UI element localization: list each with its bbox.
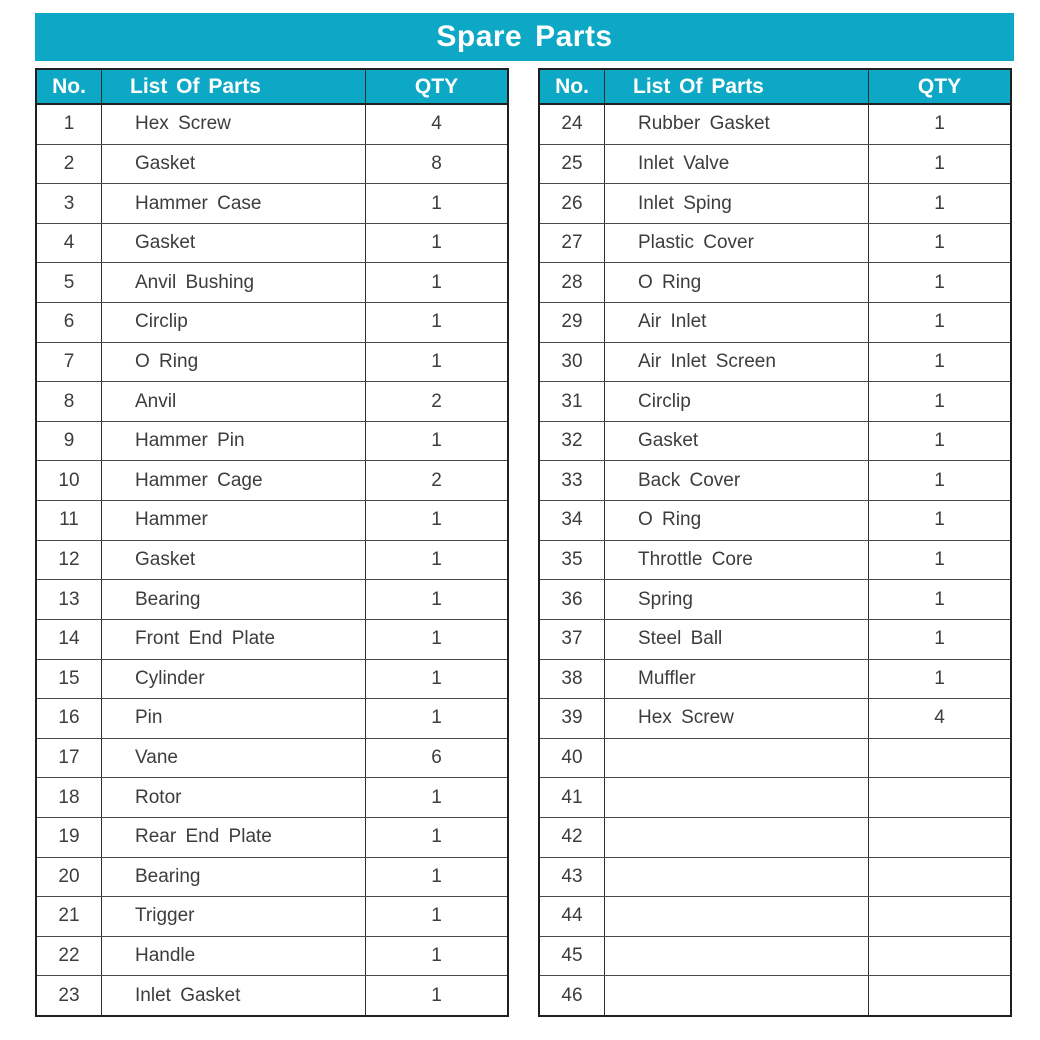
cell-part-name: Rear End Plate xyxy=(102,818,366,857)
cell-qty: 1 xyxy=(431,707,442,729)
cell-part-name xyxy=(605,818,869,857)
table-row xyxy=(540,342,1010,382)
table-row xyxy=(37,579,507,619)
cell-part-name: Rubber Gasket xyxy=(605,105,869,144)
table-row xyxy=(37,144,507,184)
cell-part-name: Gasket xyxy=(102,224,366,263)
cell-qty: 2 xyxy=(431,390,442,412)
table-row xyxy=(37,659,507,699)
table-row xyxy=(37,183,507,223)
cell-no: 14 xyxy=(37,620,102,659)
cell-qty: 1 xyxy=(934,390,945,412)
cell-qty xyxy=(869,937,1010,976)
table-row xyxy=(37,460,507,500)
cell-part-name: Anvil Bushing xyxy=(102,263,366,302)
cell-qty xyxy=(869,976,1010,1015)
cell-no: 12 xyxy=(37,541,102,580)
cell-qty: 1 xyxy=(934,588,945,610)
cell-qty: 1 xyxy=(934,350,945,372)
cell-no: 18 xyxy=(37,778,102,817)
cell-no: 36 xyxy=(540,580,605,619)
cell-no: 24 xyxy=(540,105,605,144)
cell-part-name: Inlet Sping xyxy=(605,184,869,223)
table-row xyxy=(37,817,507,857)
table-row xyxy=(540,896,1010,936)
cell-part-name: Hammer xyxy=(102,501,366,540)
cell-no: 6 xyxy=(37,303,102,342)
table-row xyxy=(37,421,507,461)
cell-part-name: Handle xyxy=(102,937,366,976)
table-row xyxy=(37,262,507,302)
cell-qty: 1 xyxy=(934,311,945,333)
cell-part-name: Rotor xyxy=(102,778,366,817)
table-row xyxy=(37,936,507,976)
cell-part-name: Circlip xyxy=(102,303,366,342)
table-row xyxy=(540,698,1010,738)
table-row xyxy=(540,936,1010,976)
cell-part-name: Gasket xyxy=(102,145,366,184)
cell-qty: 1 xyxy=(431,430,442,452)
cell-part-name: Gasket xyxy=(605,422,869,461)
cell-no: 28 xyxy=(540,263,605,302)
cell-no: 30 xyxy=(540,343,605,382)
table-row xyxy=(540,262,1010,302)
table-row xyxy=(540,579,1010,619)
cell-part-name: Pin xyxy=(102,699,366,738)
cell-qty xyxy=(869,897,1010,936)
cell-no: 35 xyxy=(540,541,605,580)
cell-part-name xyxy=(605,778,869,817)
cell-no: 32 xyxy=(540,422,605,461)
cell-no: 21 xyxy=(37,897,102,936)
page-title: Spare Parts xyxy=(436,20,613,53)
cell-part-name: Spring xyxy=(605,580,869,619)
cell-no: 17 xyxy=(37,739,102,778)
cell-no: 11 xyxy=(37,501,102,540)
cell-qty xyxy=(869,739,1010,778)
cell-no: 8 xyxy=(37,382,102,421)
cell-part-name: Air Inlet xyxy=(605,303,869,342)
cell-qty: 1 xyxy=(431,350,442,372)
cell-qty xyxy=(869,858,1010,897)
cell-qty: 4 xyxy=(934,707,945,729)
cell-qty: 1 xyxy=(934,113,945,135)
cell-no: 9 xyxy=(37,422,102,461)
cell-part-name: Bearing xyxy=(102,858,366,897)
cell-part-name: O Ring xyxy=(605,263,869,302)
cell-qty: 1 xyxy=(431,192,442,214)
cell-no: 25 xyxy=(540,145,605,184)
column-header-no: No. xyxy=(37,70,102,103)
cell-no: 43 xyxy=(540,858,605,897)
table-header-row xyxy=(540,70,1010,105)
cell-part-name: Circlip xyxy=(605,382,869,421)
column-header-parts: List Of Parts xyxy=(605,70,869,103)
table-row xyxy=(540,381,1010,421)
cell-part-name: O Ring xyxy=(102,343,366,382)
table-row xyxy=(37,500,507,540)
table-row xyxy=(540,183,1010,223)
table-body xyxy=(37,105,507,1015)
cell-part-name: Anvil xyxy=(102,382,366,421)
cell-part-name: Front End Plate xyxy=(102,620,366,659)
table-row xyxy=(37,381,507,421)
column-header-qty: QTY xyxy=(414,74,459,98)
parts-table-right xyxy=(538,68,1012,1017)
cell-qty xyxy=(869,778,1010,817)
table-row xyxy=(540,460,1010,500)
cell-qty: 1 xyxy=(431,271,442,293)
table-row xyxy=(540,223,1010,263)
cell-qty: 1 xyxy=(431,232,442,254)
cell-part-name: Back Cover xyxy=(605,461,869,500)
cell-no: 20 xyxy=(37,858,102,897)
cell-no: 22 xyxy=(37,937,102,976)
table-row xyxy=(37,223,507,263)
table-row xyxy=(37,619,507,659)
cell-qty: 1 xyxy=(934,628,945,650)
cell-no: 27 xyxy=(540,224,605,263)
cell-part-name: Hammer Case xyxy=(102,184,366,223)
cell-part-name xyxy=(605,858,869,897)
cell-no: 19 xyxy=(37,818,102,857)
cell-part-name: Gasket xyxy=(102,541,366,580)
cell-part-name: Muffler xyxy=(605,660,869,699)
cell-qty: 1 xyxy=(431,549,442,570)
cell-qty: 1 xyxy=(431,905,442,927)
cell-part-name: Plastic Cover xyxy=(605,224,869,263)
cell-no: 39 xyxy=(540,699,605,738)
table-row xyxy=(540,105,1010,144)
cell-qty: 1 xyxy=(431,311,442,333)
cell-qty: 1 xyxy=(934,430,945,452)
cell-part-name: Inlet Valve xyxy=(605,145,869,184)
cell-qty: 1 xyxy=(431,588,442,610)
cell-part-name: Steel Ball xyxy=(605,620,869,659)
cell-no: 40 xyxy=(540,739,605,778)
cell-no: 41 xyxy=(540,778,605,817)
cell-qty: 1 xyxy=(934,232,945,254)
column-header-parts: List Of Parts xyxy=(102,70,366,103)
cell-no: 46 xyxy=(540,976,605,1015)
cell-no: 13 xyxy=(37,580,102,619)
cell-qty: 1 xyxy=(934,192,945,214)
cell-no: 29 xyxy=(540,303,605,342)
table-row xyxy=(540,738,1010,778)
cell-qty: 2 xyxy=(431,469,442,491)
cell-qty: 1 xyxy=(934,549,945,570)
cell-no: 38 xyxy=(540,660,605,699)
cell-no: 16 xyxy=(37,699,102,738)
table-row xyxy=(540,619,1010,659)
table-header-row xyxy=(37,70,507,105)
cell-part-name: Trigger xyxy=(102,897,366,936)
cell-part-name: Hammer Cage xyxy=(102,461,366,500)
cell-qty: 1 xyxy=(431,509,442,531)
cell-no: 3 xyxy=(37,184,102,223)
table-row xyxy=(37,777,507,817)
table-row xyxy=(37,975,507,1015)
table-row xyxy=(37,302,507,342)
cell-no: 26 xyxy=(540,184,605,223)
cell-no: 1 xyxy=(37,105,102,144)
cell-no: 37 xyxy=(540,620,605,659)
cell-qty: 1 xyxy=(431,786,442,808)
cell-part-name: Bearing xyxy=(102,580,366,619)
table-row xyxy=(37,540,507,580)
cell-no: 34 xyxy=(540,501,605,540)
cell-qty: 1 xyxy=(431,667,442,689)
cell-part-name: Cylinder xyxy=(102,660,366,699)
cell-qty: 1 xyxy=(431,826,442,848)
cell-no: 44 xyxy=(540,897,605,936)
column-header-no: No. xyxy=(540,70,605,103)
cell-part-name: Hex Screw xyxy=(605,699,869,738)
cell-qty: 1 xyxy=(934,509,945,531)
cell-qty: 1 xyxy=(431,945,442,967)
cell-part-name: Inlet Gasket xyxy=(102,976,366,1015)
title-bar xyxy=(35,13,1014,61)
table-row xyxy=(540,777,1010,817)
table-row xyxy=(37,857,507,897)
cell-part-name xyxy=(605,937,869,976)
table-row xyxy=(540,857,1010,897)
cell-no: 5 xyxy=(37,263,102,302)
cell-qty: 1 xyxy=(934,152,945,174)
table-row xyxy=(37,342,507,382)
cell-part-name: Hex Screw xyxy=(102,105,366,144)
cell-no: 10 xyxy=(37,461,102,500)
cell-no: 7 xyxy=(37,343,102,382)
table-body xyxy=(540,105,1010,1015)
parts-table-left xyxy=(35,68,509,1017)
cell-part-name xyxy=(605,739,869,778)
column-header-qty: QTY xyxy=(917,74,962,98)
cell-no: 4 xyxy=(37,224,102,263)
cell-no: 15 xyxy=(37,660,102,699)
cell-part-name: Vane xyxy=(102,739,366,778)
table-row xyxy=(540,302,1010,342)
table-row xyxy=(37,698,507,738)
cell-qty: 1 xyxy=(934,469,945,491)
cell-no: 33 xyxy=(540,461,605,500)
cell-qty: 8 xyxy=(431,152,442,174)
cell-no: 42 xyxy=(540,818,605,857)
table-row xyxy=(540,659,1010,699)
cell-no: 23 xyxy=(37,976,102,1015)
table-row xyxy=(540,540,1010,580)
cell-no: 45 xyxy=(540,937,605,976)
table-row xyxy=(540,500,1010,540)
cell-qty: 1 xyxy=(431,628,442,650)
table-row xyxy=(540,975,1010,1015)
cell-part-name xyxy=(605,976,869,1015)
table-row xyxy=(37,738,507,778)
table-row xyxy=(37,896,507,936)
cell-qty: 6 xyxy=(431,747,442,769)
table-row xyxy=(37,105,507,144)
cell-part-name: Hammer Pin xyxy=(102,422,366,461)
cell-qty: 1 xyxy=(431,984,442,1006)
cell-qty: 1 xyxy=(934,271,945,293)
cell-part-name xyxy=(605,897,869,936)
cell-part-name: O Ring xyxy=(605,501,869,540)
table-row xyxy=(540,421,1010,461)
cell-qty: 1 xyxy=(934,667,945,689)
cell-no: 31 xyxy=(540,382,605,421)
cell-qty xyxy=(869,818,1010,857)
cell-qty: 1 xyxy=(431,865,442,887)
cell-no: 2 xyxy=(37,145,102,184)
cell-qty: 4 xyxy=(431,113,442,135)
table-row xyxy=(540,144,1010,184)
cell-part-name: Throttle Core xyxy=(605,541,869,580)
table-row xyxy=(540,817,1010,857)
cell-part-name: Air Inlet Screen xyxy=(605,343,869,382)
